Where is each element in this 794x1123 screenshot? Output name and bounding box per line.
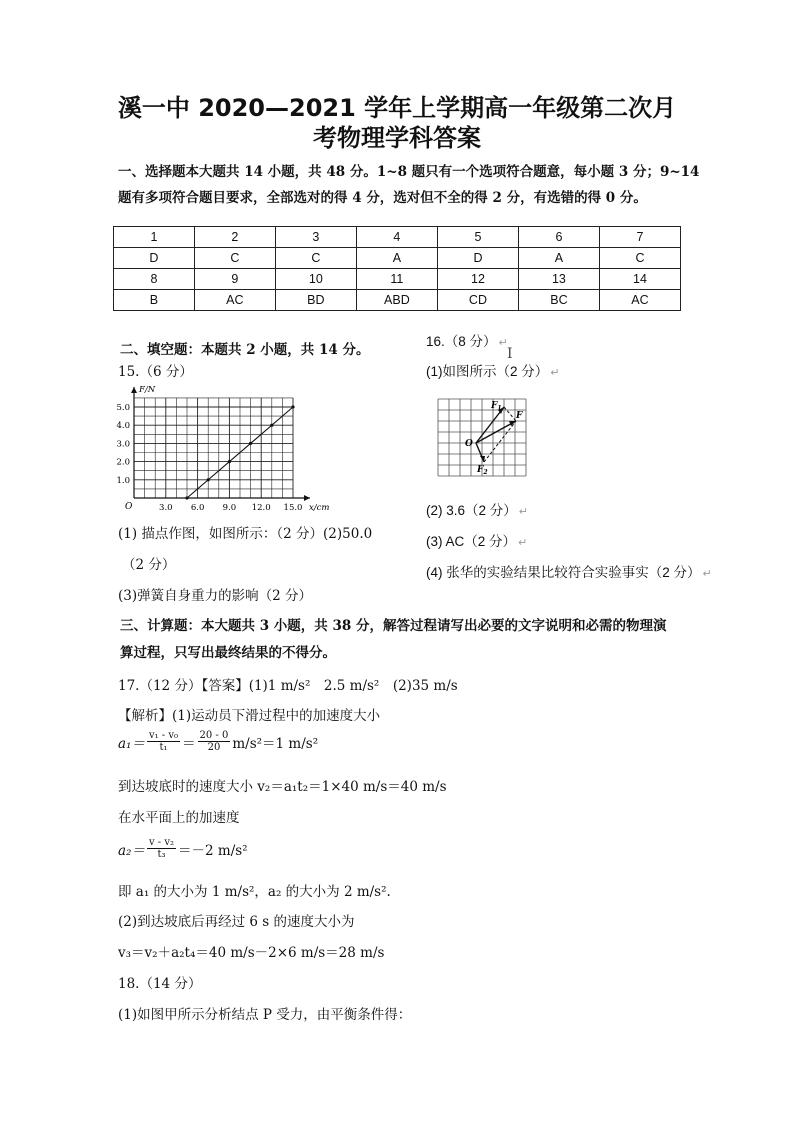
- q16-label-text: 16.（8 分）: [426, 334, 497, 349]
- section1-heading-cont: 题有多项符合题目要求，全部选对的得 4 分，选对但不全的得 2 分，有选错的得 0 分。: [118, 190, 647, 206]
- x-tick-label: 6.0: [190, 503, 205, 513]
- table-cell: 4: [356, 227, 437, 248]
- fraction-denominator: 20: [207, 742, 221, 753]
- q16-answer-4: [426, 561, 712, 581]
- fraction: [147, 837, 176, 860]
- eq2-lhs: a₂＝: [118, 842, 145, 859]
- data-point: [249, 442, 252, 445]
- section3-heading: 三、计算题：本大题共 3 小题，共 38 分，解答过程请写出必要的文字说明和必需的物理演: [120, 618, 667, 634]
- page-title-line2: 考物理学科答案: [313, 124, 481, 152]
- label-f2: $F_2$: [477, 465, 488, 476]
- table-cell: AC: [599, 290, 680, 311]
- return-mark-icon: ↵: [518, 506, 528, 518]
- chart-labels: [116, 385, 329, 513]
- table-cell: 10: [275, 269, 356, 290]
- data-point: [207, 478, 210, 481]
- x-axis-arrow-icon: [304, 495, 310, 501]
- q17-line-flat: 在水平面上的加速度: [118, 810, 240, 826]
- q16-answer-3-text: (3) AC（2 分）: [426, 534, 517, 549]
- x-tick-label: 15.0: [283, 503, 303, 513]
- q17-line-v2: 到达坡底时的速度大小 v₂＝a₁t₂＝1×40 m/s＝40 m/s: [118, 779, 447, 795]
- table-cell: C: [599, 248, 680, 269]
- table-cell: 13: [518, 269, 599, 290]
- answer-table: [113, 226, 681, 311]
- fraction-numerator: 20 - 0: [199, 730, 229, 741]
- y-tick-label: 2.0: [116, 457, 130, 468]
- chart-grid: [134, 398, 293, 498]
- section3-heading-cont: 算过程，只写出最终结果的不得分。: [120, 645, 336, 661]
- table-cell: CD: [437, 290, 518, 311]
- q15-answer-2: （2 分）: [122, 557, 176, 573]
- eq2-rhs: ＝－2 m/s²: [178, 842, 248, 859]
- origin-label: O: [125, 502, 133, 512]
- q16-answer-2: [426, 499, 528, 519]
- q16-label: [426, 330, 508, 350]
- table-row: [114, 248, 681, 269]
- label-o: O: [465, 439, 473, 449]
- table-cell: 12: [437, 269, 518, 290]
- fraction-numerator: v₁ - v₀: [148, 730, 179, 741]
- force-parallelogram-diagram: [436, 396, 538, 480]
- table-cell: 5: [437, 227, 518, 248]
- q15-answer-1: (1) 描点作图，如图所示：（2 分）(2)50.0: [118, 526, 373, 542]
- data-point: [228, 460, 231, 463]
- q17-equation-2: [118, 837, 248, 860]
- table-cell: ABD: [356, 290, 437, 311]
- table-cell: 1: [114, 227, 195, 248]
- q16-answer-1-text: (1)如图所示（2 分）: [426, 364, 549, 379]
- eq1-rhs: m/s²＝1 m/s²: [232, 735, 319, 752]
- q17-analysis-head: 【解析】(1)运动员下滑过程中的加速度大小: [118, 708, 381, 724]
- data-point: [291, 405, 294, 408]
- y-tick-label: 5.0: [116, 403, 130, 413]
- x-tick-label: 3.0: [159, 503, 173, 513]
- data-point: [185, 496, 188, 499]
- y-axis-label: F/N: [139, 384, 156, 395]
- table-cell: 6: [518, 227, 599, 248]
- q17-equation-1: [118, 730, 318, 753]
- q17-line-v3: v₃＝v₂＋a₂t₄＝40 m/s－2×6 m/s＝28 m/s: [118, 945, 385, 961]
- table-cell: D: [114, 248, 195, 269]
- y-tick-label: 4.0: [116, 421, 130, 432]
- fraction-numerator: v - v₂: [148, 837, 175, 848]
- table-row: [114, 290, 681, 311]
- q15-answer-3: (3)弹簧自身重力的影响（2 分）: [118, 588, 313, 604]
- q16-answer-4-text: (4) 张华的实验结果比较符合实验事实（2 分）: [426, 565, 701, 580]
- data-point: [270, 424, 273, 427]
- table-cell: BD: [275, 290, 356, 311]
- table-cell: 14: [599, 269, 680, 290]
- table-row: [114, 269, 681, 290]
- table-cell: C: [194, 248, 275, 269]
- x-tick-label: 9.0: [222, 503, 237, 513]
- return-mark-icon: ↵: [498, 337, 508, 349]
- table-cell: B: [114, 290, 195, 311]
- return-mark-icon: ↵: [702, 568, 712, 580]
- table-row: [114, 227, 681, 248]
- table-cell: C: [275, 248, 356, 269]
- page-title: 溪一中 2020—2021 学年上学期高一年级第二次月: [117, 94, 677, 122]
- fraction: [198, 730, 231, 753]
- q16-answer-1: [426, 360, 559, 380]
- q16-answer-2-text: (2) 3.6（2 分）: [426, 503, 517, 518]
- equals-sign: ＝: [182, 735, 196, 752]
- eq1-lhs: a₁＝: [118, 735, 145, 752]
- fraction-denominator: t₃: [157, 849, 166, 860]
- table-cell: A: [518, 248, 599, 269]
- fraction: [147, 730, 180, 753]
- x-axis-label: x/cm: [308, 503, 330, 513]
- spring-force-chart: [110, 378, 330, 513]
- section2-heading: 二、填空题：本题共 2 小题，共 14 分。: [120, 342, 370, 358]
- table-cell: AC: [194, 290, 275, 311]
- section1-heading: 一、选择题本大题共 14 小题，共 48 分。1~8 题只有一个选项符合题意，每小题 3 分；9~14: [118, 164, 700, 180]
- y-tick-label: 1.0: [116, 475, 130, 486]
- label-f1: $F_1$: [491, 401, 502, 412]
- table-cell: 9: [194, 269, 275, 290]
- q17-header: 17.（12 分）【答案】(1)1 m/s² 2.5 m/s² (2)35 m/s: [118, 678, 458, 694]
- table-cell: 3: [275, 227, 356, 248]
- q18-header: 18.（14 分）: [118, 976, 202, 992]
- table-cell: A: [356, 248, 437, 269]
- table-cell: 2: [194, 227, 275, 248]
- table-cell: 11: [356, 269, 437, 290]
- q17-line-magnitude: 即 a₁ 的大小为 1 m/s²，a₂ 的大小为 2 m/s².: [118, 884, 391, 900]
- table-cell: 7: [599, 227, 680, 248]
- table-cell: BC: [518, 290, 599, 311]
- chart-axes: [131, 384, 310, 501]
- force-f1-arrow: [476, 407, 504, 443]
- q18-line-1: (1)如图甲所示分析结点 P 受力，由平衡条件得：: [118, 1007, 412, 1023]
- table-cell: D: [437, 248, 518, 269]
- x-tick-label: 12.0: [251, 503, 271, 513]
- text-cursor-icon: I: [507, 346, 513, 362]
- fraction-denominator: t₁: [159, 742, 168, 753]
- q16-answer-3: [426, 530, 527, 550]
- label-f: F: [516, 411, 523, 421]
- y-axis-arrow-icon: [131, 387, 137, 393]
- y-tick-label: 3.0: [116, 439, 130, 450]
- table-cell: 8: [114, 269, 195, 290]
- q17-line-part2: (2)到达坡底后再经过 6 s 的速度大小为: [118, 914, 355, 930]
- q15-label: 15.（6 分）: [118, 364, 193, 380]
- return-mark-icon: ↵: [550, 367, 560, 379]
- return-mark-icon: ↵: [518, 537, 528, 549]
